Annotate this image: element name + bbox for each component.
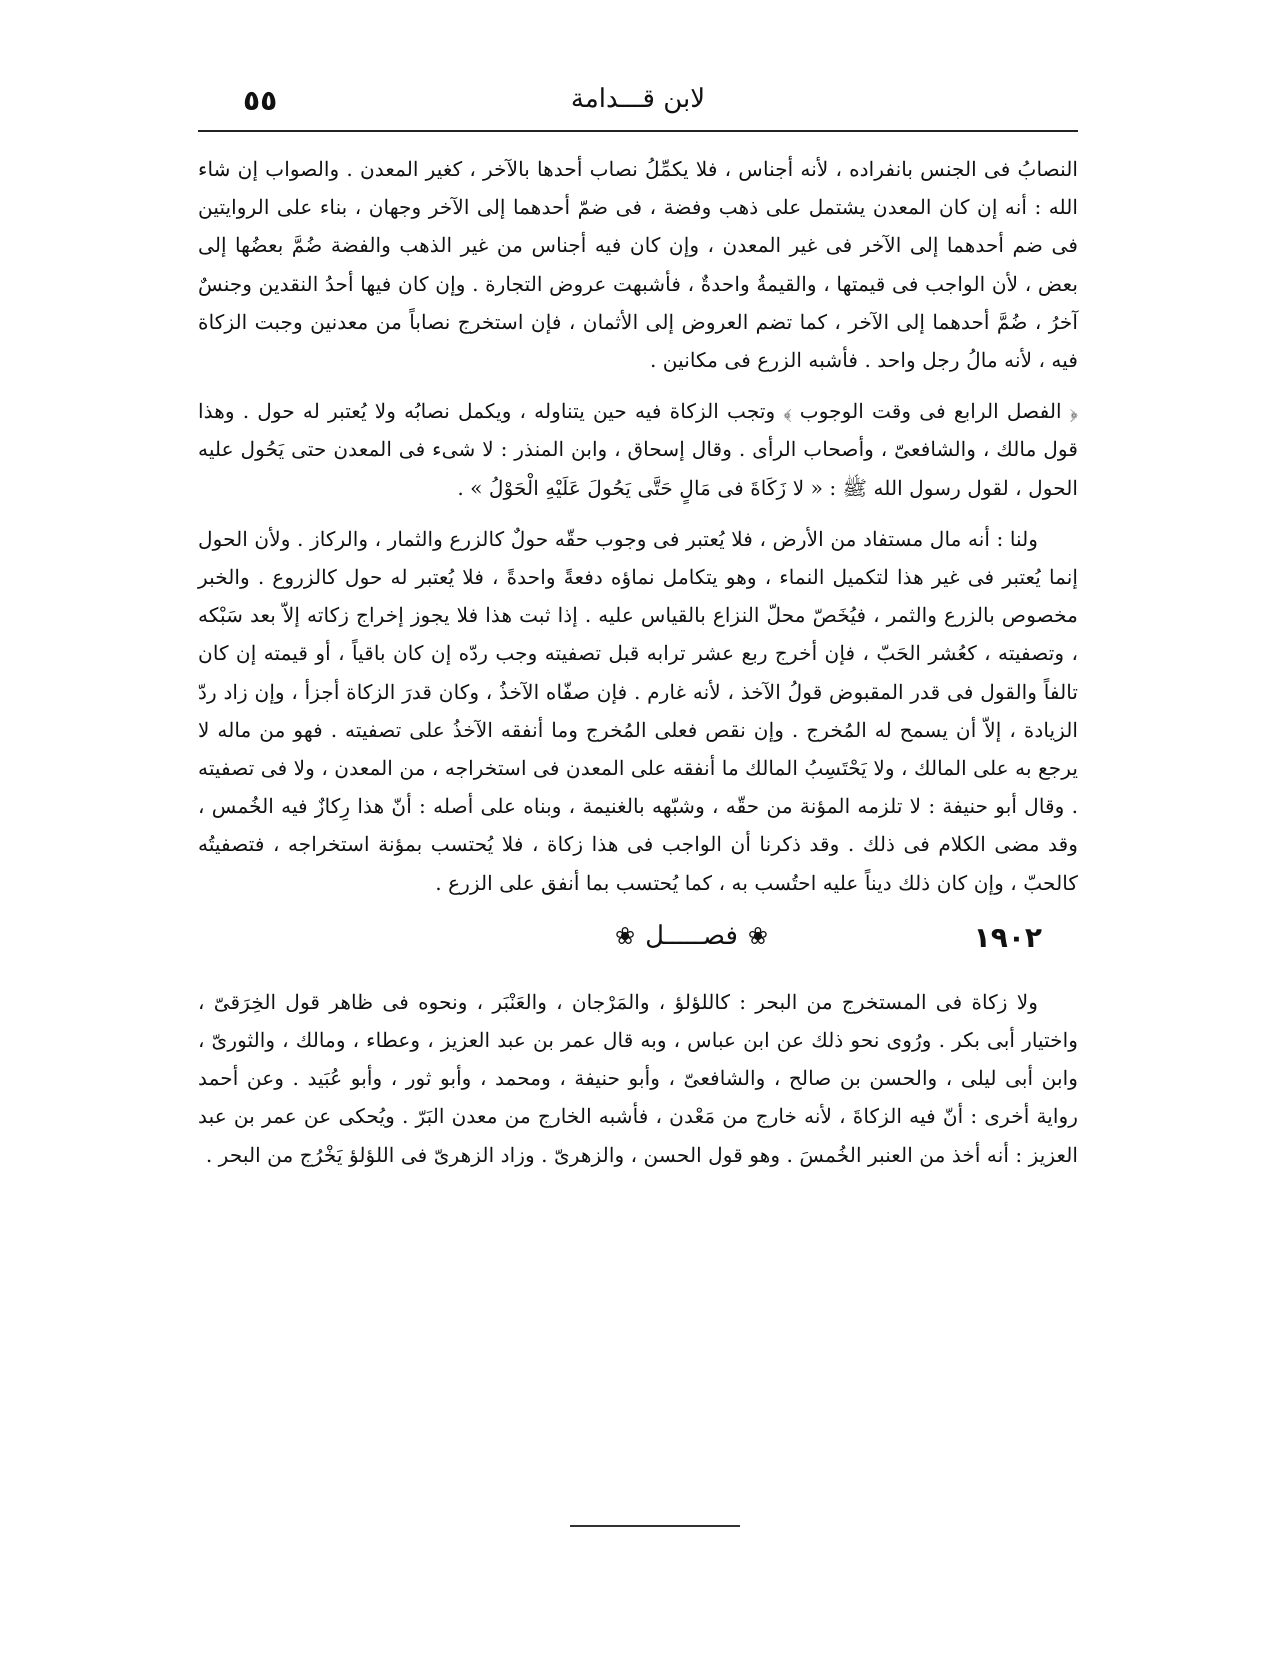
- page-number: ٥٥: [243, 84, 278, 117]
- paragraph-3: ولنا : أنه مال مستفاد من الأرض ، فلا يُعتبر فى وجوب حقّه حولٌ كالزرع والثمار ، والركاز . ولأن الحول إنما يُعتبر فى غير هذا لتكميل النماء ، وهو يتكامل نماؤه دفعةً واحدةً ، فلا يُعتبر له حول كالزروع . والخبر مخصوص بالزرع والثمر ، فيُخَصّ محلّ النزاع بالقياس عليه . إذا ثبت هذا فلا يجوز إخراج زكاته إلاّ بعد سَبْكه ، وتصفيته ، كعُشر الحَبّ ، فإن أخرج ربع عشر ترابه قبل تصفيته وجب ردّه إن كان باقياً ، أو قيمته إن كان تالفاً والقول فى قدر المقبوض قولُ الآخذ ، لأنه غارم . فإن صفّاه الآخذُ ، وكان قدرَ الزكاة أجزأ ، وإن زاد ردّ الزيادة ، إلاّ أن يسمح له المُخرج . وإن نقص فعلى المُخرج وما أنفقه الآخذُ على تصفيته . فهو من ماله لا يرجع به على المالك ، ولا يَحْتَسِبُ المالك ما أنفقه على المعدن فى استخراجه ، من المعدن ، ولا فى تصفيته . وقال أبو حنيفة : لا تلزمه المؤنة من حقّه ، وشبّهه بالغنيمة ، وبناه على أصله : أنّ هذا رِكازٌ فيه الخُمس ، وقد مضى الكلام فى ذلك . وقد ذكرنا أن الواجب فى هذا زكاة ، فلا يُحتسب بمؤنة استخراجه ، فتصفيتُه كالحبّ ، وإن كان ذلك ديناً عليه احتُسب به ، كما يُحتسب بما أنفق على الزرع .: [198, 526, 1078, 895]
- ornament-right-icon: ❀: [747, 921, 768, 950]
- running-title: لابن قـــدامة: [570, 84, 706, 114]
- paragraph-2: ﴿ الفصل الرابع فى وقت الوجوب ﴾ وتجب الزكاة فيه حين يتناوله ، ويكمل نصابُه ولا يُعتبر له حول . وهذا قول مالك ، والشافعىّ ، وأصحاب الرأى . وقال إسحاق ، وابن المنذر : لا شىء فى المعدن حتى يَحُول عليه الحول ، لقول رسول الله ﷺ : « لا زَكَاةَ فى مَالٍ حَتَّى يَحُولَ عَلَيْهِ الْحَوْلُ » .: [198, 399, 1078, 500]
- section-heading: [198, 915, 1078, 967]
- paragraph-4: ولا زكاة فى المستخرج من البحر : كاللؤلؤ ، والمَرْجان ، والعَنْبَر ، ونحوه فى ظاهر قول الخِرَقىّ ، واختيار أبى بكر . ورُوى نحو ذلك عن ابن عباس ، وبه قال عمر بن عبد العزيز ، وعطاء ، ومالك ، والثورىّ ، وابن أبى ليلى ، والحسن بن صالح ، والشافعىّ ، وأبو حنيفة ، ومحمد ، وأبو ثور ، وأبو عُبَيد . وعن أحمد رواية أخرى : أنّ فيه الزكاةَ ، لأنه خارج من مَعْدن ، فأشبه الخارج من معدن البَرّ . ويُحكى عن عمر بن عبد العزيز : أنه أخذ من العنبر الخُمسَ . وهو قول الحسن ، والزهرىّ . وزاد الزهرىّ فى اللؤلؤ يَخْرُج من البحر .: [198, 989, 1078, 1167]
- section-number: ١٩٠٢: [973, 920, 1042, 954]
- footnote-divider: [570, 1525, 740, 1527]
- section-title-group: [615, 917, 768, 955]
- page-header: [198, 78, 1078, 128]
- ornament-left-icon: ❀: [615, 921, 636, 950]
- paragraph-1: النصابُ فى الجنس بانفراده ، لأنه أجناس ، فلا يكمِّلُ نصاب أحدها بالآخر ، كغير المعدن . والصواب إن شاء الله : أنه إن كان المعدن يشتمل على ذهب وفضة ، فى ضمّ أحدهما إلى الآخر وجهان ، بناء على الروايتين فى ضم أحدهما إلى الآخر فى غير المعدن ، وإن كان فيه أجناس من غير الذهب والفضة ضُمَّ بعضُها إلى بعض ، لأن الواجب فى قيمتها ، والقيمةُ واحدةٌ ، فأشبهت عروض التجارة . وإن كان فيها أحدُ النقدين وجنسٌ آخرُ ، ضُمَّ أحدهما إلى الآخر ، كما تضم العروض إلى الأثمان ، فإن استخرج نصاباً من معدنين وجبت الزكاة فيه ، لأنه مالُ رجل واحد . فأشبه الزرع فى مكانين .: [198, 157, 1078, 373]
- section-title: فصـــــل: [645, 920, 738, 951]
- header-divider: [198, 130, 1078, 132]
- page-body: [198, 150, 1078, 1187]
